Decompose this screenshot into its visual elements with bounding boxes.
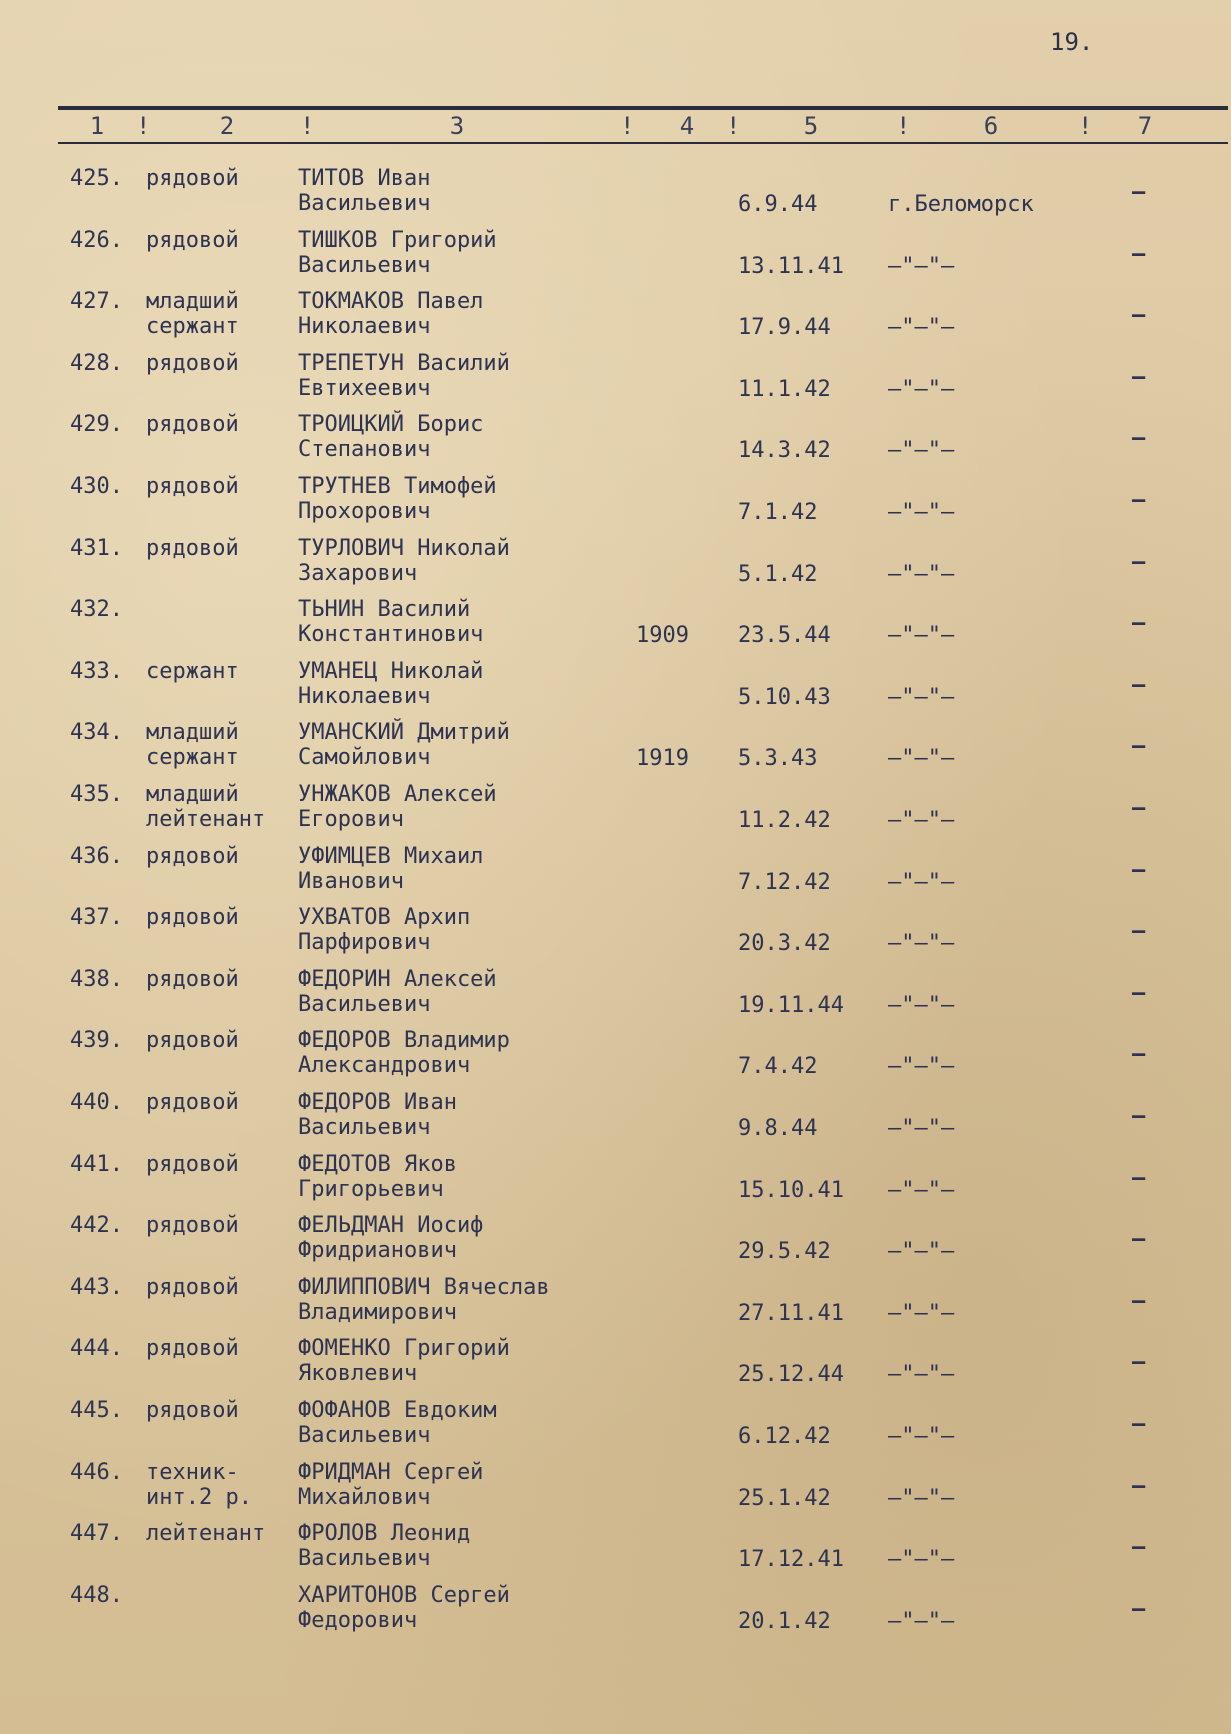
burial-place: –"–"– <box>888 746 955 772</box>
rank-line-1: лейтенант <box>146 1521 266 1547</box>
column-separator: ! <box>1078 112 1093 140</box>
column-header-3: 3 <box>449 112 465 140</box>
rank-line-2: сержант <box>146 314 239 340</box>
header-rule-bottom <box>58 142 1228 144</box>
column-7-value: – <box>1132 1473 1146 1499</box>
burial-place: –"–"– <box>888 376 955 402</box>
row-number: 427. <box>70 289 123 315</box>
death-date: 25.1.42 <box>738 1485 831 1511</box>
column-7-value: – <box>1132 1227 1146 1253</box>
rank-line-1: сержант <box>146 658 239 684</box>
patronymic: Захарович <box>298 560 418 586</box>
death-date: 6.9.44 <box>738 192 818 217</box>
row-number: 441. <box>70 1151 123 1177</box>
death-date: 5.1.42 <box>738 561 818 587</box>
column-7-value: – <box>1132 1104 1146 1129</box>
row-number: 435. <box>70 782 123 807</box>
surname-name: ФЕДОРОВ Иван <box>298 1090 457 1115</box>
column-separator: ! <box>620 112 635 140</box>
patronymic: Васильевич <box>298 191 431 216</box>
burial-place: –"–"– <box>888 1054 955 1080</box>
death-date: 11.1.42 <box>738 376 831 402</box>
row-number: 447. <box>70 1521 123 1547</box>
surname-name: ФЕДОРИН Алексей <box>298 966 497 992</box>
column-7-value: – <box>1132 364 1146 390</box>
burial-place: –"–"– <box>888 1424 955 1449</box>
rank-line-1: рядовой <box>146 474 239 499</box>
column-header-7: 7 <box>1137 112 1153 140</box>
rank-line-1: младший <box>146 782 239 807</box>
burial-place: –"–"– <box>888 1177 955 1203</box>
surname-name: ХАРИТОНОВ Сергей <box>298 1582 510 1608</box>
column-7-value: – <box>1132 426 1146 452</box>
patronymic: Прохорович <box>298 499 431 524</box>
surname-name: ФИЛИППОВИЧ Вячеслав <box>298 1274 550 1300</box>
surname-name: ТИШКОВ Григорий <box>298 227 497 253</box>
table-row <box>0 1583 1231 1645</box>
patronymic: Николаевич <box>298 683 431 709</box>
patronymic: Евтихеевич <box>298 375 431 401</box>
death-date: 5.3.43 <box>738 746 818 772</box>
column-header-1: 1 <box>89 112 105 140</box>
rank-line-1: рядовой <box>146 227 239 253</box>
table-row <box>0 720 1231 782</box>
table-row <box>0 166 1231 228</box>
surname-name: УХВАТОВ Архип <box>298 905 471 931</box>
table-row <box>0 967 1231 1029</box>
surname-name: ФРИДМАН Сергей <box>298 1459 484 1485</box>
surname-name: УФИМЦЕВ Михаил <box>298 843 484 869</box>
table-row <box>0 1090 1231 1152</box>
patronymic: Самойлович <box>298 745 431 771</box>
burial-place: –"–"– <box>888 992 955 1018</box>
burial-place: –"–"– <box>888 1485 955 1511</box>
patronymic: Михайлович <box>298 1484 431 1510</box>
death-date: 11.2.42 <box>738 808 831 833</box>
table-row <box>0 1398 1231 1460</box>
death-date: 19.11.44 <box>738 992 844 1018</box>
patronymic: Егорович <box>298 807 404 832</box>
row-number: 446. <box>70 1459 123 1485</box>
patronymic: Николаевич <box>298 314 431 340</box>
surname-name: УМАНСКИЙ Дмитрий <box>298 720 510 746</box>
rank-line-2: сержант <box>146 745 239 771</box>
table-row <box>0 536 1231 598</box>
column-7-value: – <box>1132 611 1146 637</box>
patronymic: Федорович <box>298 1607 418 1633</box>
column-7-value: – <box>1132 734 1146 760</box>
burial-place: –"–"– <box>888 684 955 710</box>
row-number: 436. <box>70 843 123 869</box>
surname-name: ФЕЛЬДМАН Иосиф <box>298 1213 484 1239</box>
rank-line-1: рядовой <box>146 166 239 191</box>
table-row <box>0 782 1231 844</box>
burial-place: –"–"– <box>888 438 955 464</box>
column-7-value: – <box>1132 303 1146 329</box>
rank-line-1: рядовой <box>146 535 239 561</box>
row-number: 426. <box>70 227 123 253</box>
table-row <box>0 228 1231 290</box>
table-row <box>0 1521 1231 1583</box>
row-number: 439. <box>70 1028 123 1054</box>
burial-place: –"–"– <box>888 931 955 957</box>
patronymic: Владимирович <box>298 1299 457 1325</box>
row-number: 445. <box>70 1398 123 1423</box>
column-7-value: – <box>1132 1165 1146 1191</box>
surname-name: ФРОЛОВ Леонид <box>298 1521 471 1547</box>
death-date: 29.5.42 <box>738 1239 831 1265</box>
row-number: 433. <box>70 658 123 684</box>
death-date: 17.12.41 <box>738 1547 844 1573</box>
row-number: 428. <box>70 350 123 376</box>
column-7-value: – <box>1132 1350 1146 1376</box>
table-row <box>0 1213 1231 1275</box>
patronymic: Васильевич <box>298 1115 431 1140</box>
surname-name: ФЕДОТОВ Яков <box>298 1151 457 1177</box>
patronymic: Степанович <box>298 437 431 463</box>
burial-place: –"–"– <box>888 808 955 833</box>
surname-name: ТЬНИН Василий <box>298 597 471 623</box>
death-date: 20.1.42 <box>738 1608 831 1634</box>
column-separator: ! <box>726 112 741 140</box>
column-separator: ! <box>136 112 151 140</box>
burial-place: –"–"– <box>888 1239 955 1265</box>
surname-name: ТУРЛОВИЧ Николай <box>298 535 510 561</box>
row-number: 444. <box>70 1336 123 1362</box>
table-row <box>0 1152 1231 1214</box>
table-row <box>0 1275 1231 1337</box>
row-number: 438. <box>70 966 123 992</box>
burial-place: г.Беломорск <box>888 192 1034 217</box>
column-header-4: 4 <box>679 112 695 140</box>
rank-line-1: рядовой <box>146 966 239 992</box>
table-row <box>0 1028 1231 1090</box>
burial-place: –"–"– <box>888 1547 955 1573</box>
row-number: 434. <box>70 720 123 746</box>
surname-name: ФОМЕНКО Григорий <box>298 1336 510 1362</box>
surname-name: УНЖАКОВ Алексей <box>298 782 497 807</box>
rank-line-1: рядовой <box>146 1151 239 1177</box>
death-date: 6.12.42 <box>738 1424 831 1449</box>
surname-name: ФЕДОРОВ Владимир <box>298 1028 510 1054</box>
surname-name: ТРОИЦКИЙ Борис <box>298 412 484 438</box>
surname-name: ТРЕПЕТУН Василий <box>298 350 510 376</box>
row-number: 431. <box>70 535 123 561</box>
column-separator: ! <box>896 112 911 140</box>
rank-line-1: рядовой <box>146 843 239 869</box>
surname-name: ТОКМАКОВ Павел <box>298 289 484 315</box>
death-date: 17.9.44 <box>738 315 831 341</box>
surname-name: УМАНЕЦ Николай <box>298 658 484 684</box>
patronymic: Константинович <box>298 622 484 648</box>
death-date: 7.12.42 <box>738 869 831 895</box>
patronymic: Васильевич <box>298 252 431 278</box>
rank-line-1: младший <box>146 720 239 746</box>
table-row <box>0 1336 1231 1398</box>
column-7-value: – <box>1132 796 1146 821</box>
burial-place: –"–"– <box>888 315 955 341</box>
row-number: 430. <box>70 474 123 499</box>
burial-place: –"–"– <box>888 561 955 587</box>
rank-line-1: рядовой <box>146 905 239 931</box>
column-7-value: – <box>1132 1042 1146 1068</box>
page-number: 19. <box>1050 28 1094 56</box>
column-header-6: 6 <box>983 112 999 140</box>
surname-name: ФОФАНОВ Евдоким <box>298 1398 497 1423</box>
column-separator: ! <box>300 112 315 140</box>
burial-place: –"–"– <box>888 1116 955 1141</box>
patronymic: Фридрианович <box>298 1238 457 1264</box>
patronymic: Иванович <box>298 868 404 894</box>
birth-year: 1909 <box>636 623 689 649</box>
rank-line-1: техник- <box>146 1459 239 1485</box>
table-row <box>0 659 1231 721</box>
rank-line-1: рядовой <box>146 1028 239 1054</box>
table-row <box>0 844 1231 906</box>
death-date: 25.12.44 <box>738 1362 844 1388</box>
burial-place: –"–"– <box>888 1362 955 1388</box>
patronymic: Васильевич <box>298 1546 431 1572</box>
row-number: 443. <box>70 1274 123 1300</box>
death-date: 14.3.42 <box>738 438 831 464</box>
column-header-5: 5 <box>803 112 819 140</box>
death-date: 7.1.42 <box>738 500 818 525</box>
burial-place: –"–"– <box>888 253 955 279</box>
table-row <box>0 1460 1231 1522</box>
header-rule-top <box>58 106 1228 110</box>
burial-place: –"–"– <box>888 500 955 525</box>
death-date: 5.10.43 <box>738 684 831 710</box>
table-row <box>0 351 1231 413</box>
birth-year: 1919 <box>636 746 689 772</box>
column-7-value: – <box>1132 980 1146 1006</box>
death-date: 23.5.44 <box>738 623 831 649</box>
rank-line-1: рядовой <box>146 412 239 438</box>
row-number: 425. <box>70 166 123 191</box>
rank-line-1: рядовой <box>146 350 239 376</box>
table-row <box>0 474 1231 536</box>
rank-line-1: рядовой <box>146 1274 239 1300</box>
column-7-value: – <box>1132 672 1146 698</box>
table-row <box>0 597 1231 659</box>
row-number: 448. <box>70 1582 123 1608</box>
row-number: 437. <box>70 905 123 931</box>
patronymic: Александрович <box>298 1053 471 1079</box>
patronymic: Парфирович <box>298 930 431 956</box>
rank-line-1: рядовой <box>146 1336 239 1362</box>
surname-name: ТИТОВ Иван <box>298 166 431 191</box>
patronymic: Васильевич <box>298 991 431 1017</box>
row-number: 442. <box>70 1213 123 1239</box>
table-row <box>0 905 1231 967</box>
column-7-value: – <box>1132 1535 1146 1561</box>
column-7-value: – <box>1132 241 1146 267</box>
death-date: 27.11.41 <box>738 1300 844 1326</box>
death-date: 9.8.44 <box>738 1116 818 1141</box>
rank-line-1: младший <box>146 289 239 315</box>
surname-name: ТРУТНЕВ Тимофей <box>298 474 497 499</box>
rank-line-2: лейтенант <box>146 807 266 832</box>
row-number: 429. <box>70 412 123 438</box>
rank-line-1: рядовой <box>146 1090 239 1115</box>
death-date: 20.3.42 <box>738 931 831 957</box>
death-date: 7.4.42 <box>738 1054 818 1080</box>
patronymic: Яковлевич <box>298 1361 418 1387</box>
rank-line-2: инт.2 р. <box>146 1484 252 1510</box>
column-header-2: 2 <box>219 112 235 140</box>
death-date: 13.11.41 <box>738 253 844 279</box>
burial-place: –"–"– <box>888 1608 955 1634</box>
death-date: 15.10.41 <box>738 1177 844 1203</box>
burial-place: –"–"– <box>888 869 955 895</box>
column-7-value: – <box>1132 919 1146 945</box>
column-7-value: – <box>1132 488 1146 513</box>
row-number: 440. <box>70 1090 123 1115</box>
row-number: 432. <box>70 597 123 623</box>
column-7-value: – <box>1132 549 1146 575</box>
patronymic: Васильевич <box>298 1423 431 1448</box>
patronymic: Григорьевич <box>298 1176 444 1202</box>
rank-line-1: рядовой <box>146 1213 239 1239</box>
column-7-value: – <box>1132 1596 1146 1622</box>
column-7-value: – <box>1132 1412 1146 1437</box>
rank-line-1: рядовой <box>146 1398 239 1423</box>
burial-place: –"–"– <box>888 1300 955 1326</box>
burial-place: –"–"– <box>888 623 955 649</box>
column-7-value: – <box>1132 1288 1146 1314</box>
column-7-value: – <box>1132 857 1146 883</box>
column-7-value: – <box>1132 180 1146 205</box>
table-row <box>0 412 1231 474</box>
table-row <box>0 289 1231 351</box>
